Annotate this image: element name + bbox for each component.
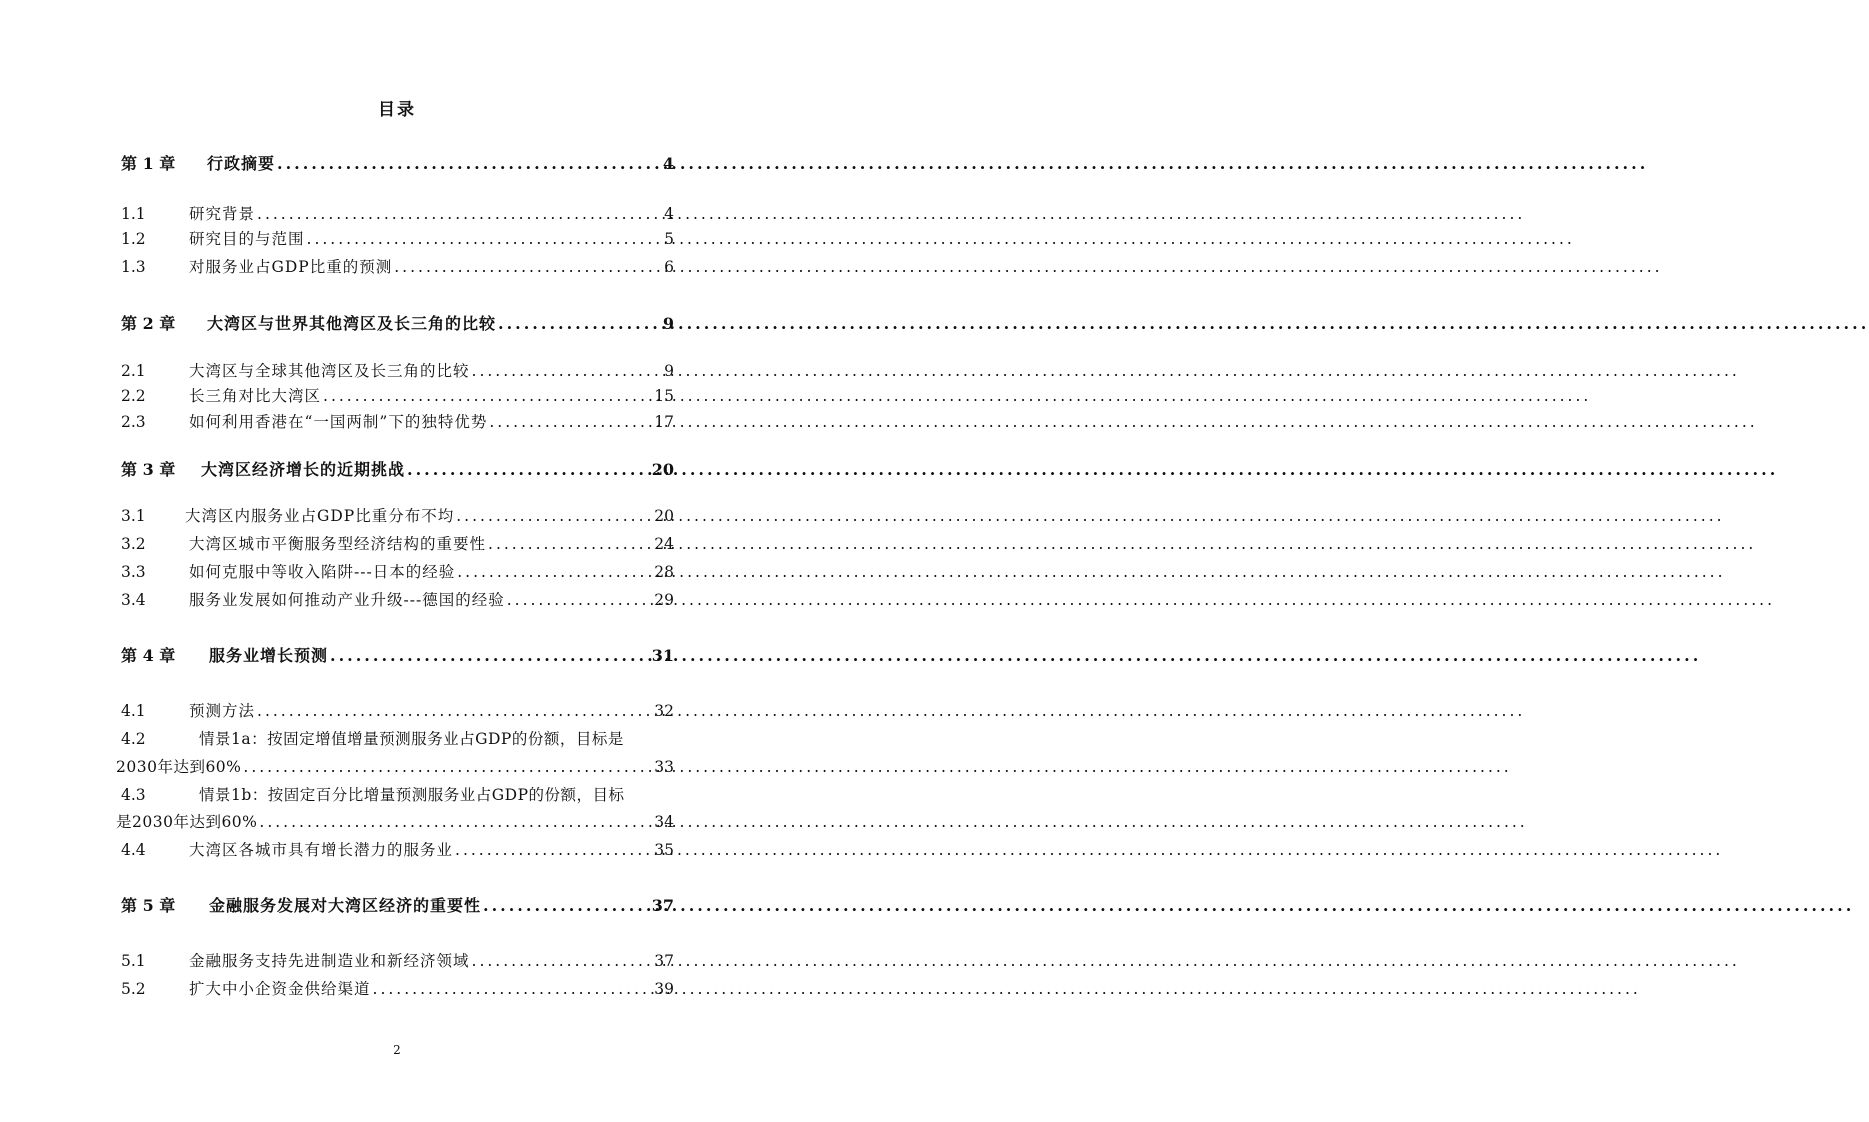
toc-entry-4-1[interactable]: [121, 695, 674, 721]
entry-page: 37: [654, 952, 674, 970]
toc-entry-3-3[interactable]: [121, 556, 674, 582]
toc-entry-chapter-2[interactable]: [121, 308, 674, 334]
entry-number: 2.2: [121, 387, 146, 405]
entry-page: 39: [654, 980, 674, 998]
leader-dots: [241, 757, 652, 777]
toc-entry-2-1[interactable]: [121, 355, 674, 381]
entry-label: 如何克服中等收入陷阱---日本的经验: [189, 563, 456, 581]
entry-label-continued: 是2030年达到60%: [116, 813, 258, 831]
toc-entry-1-1[interactable]: [121, 198, 674, 224]
entry-label: 研究目的与范围: [189, 230, 305, 248]
entry-page: 15: [654, 387, 674, 405]
leader-dots: [505, 590, 653, 610]
entry-page: 6: [664, 258, 674, 276]
toc-entry-4-2-line2[interactable]: [116, 751, 674, 777]
entry-page: 5: [664, 230, 674, 248]
toc-entry-5-2[interactable]: [121, 973, 674, 999]
entry-label: 大湾区经济增长的近期挑战: [201, 460, 406, 479]
entry-label-continued: 2030年达到60%: [116, 758, 242, 776]
toc-entry-1-3[interactable]: [121, 251, 674, 277]
entry-label: 大湾区与世界其他湾区及长三角的比较: [207, 314, 497, 333]
entry-label: 大湾区各城市具有增长潜力的服务业: [189, 841, 454, 859]
entry-label: 如何利用香港在“一国两制”下的独特优势: [189, 413, 488, 431]
leader-dots: [453, 840, 652, 860]
leader-dots: [328, 646, 650, 666]
entry-label: 扩大中小企资金供给渠道: [189, 980, 371, 998]
entry-number: 4.3: [121, 786, 146, 804]
entry-number: 第 3 章: [121, 460, 176, 479]
entry-label: 对服务业占GDP比重的预测: [189, 258, 393, 276]
leader-dots: [405, 460, 650, 480]
toc-entry-chapter-1[interactable]: [121, 148, 674, 174]
entry-label: 大湾区内服务业占GDP比重分布不均: [185, 507, 455, 525]
leader-dots: [321, 386, 652, 406]
leader-dots: [470, 951, 653, 971]
entry-number: 第 1 章: [121, 154, 176, 173]
toc-entry-4-4[interactable]: [121, 834, 674, 860]
entry-label: 大湾区城市平衡服务型经济结构的重要性: [189, 535, 487, 553]
entry-page: 9: [664, 362, 674, 380]
leader-dots: [455, 562, 652, 582]
entry-page: 32: [654, 702, 674, 720]
toc-entry-4-2-line1[interactable]: [121, 723, 674, 749]
entry-number: 3.4: [121, 591, 146, 609]
entry-number: 4.4: [121, 841, 146, 859]
entry-page: 24: [654, 535, 674, 553]
entry-page: 4: [662, 154, 674, 173]
toc-entry-2-3[interactable]: [121, 406, 674, 432]
entry-number: 第 4 章: [121, 646, 176, 665]
entry-label: 研究背景: [189, 205, 256, 223]
entry-number: 3.1: [121, 507, 146, 525]
entry-number: 3.2: [121, 535, 146, 553]
entry-number: 2.3: [121, 413, 146, 431]
entry-number: 1.3: [121, 258, 146, 276]
toc-entry-1-2[interactable]: [121, 223, 674, 249]
entry-page: 29: [654, 591, 674, 609]
entry-label: 金融服务支持先进制造业和新经济领域: [189, 952, 470, 970]
leader-dots: [486, 534, 652, 554]
entry-number: 5.1: [121, 952, 146, 970]
entry-number: 4.2: [121, 730, 146, 748]
toc-entry-4-3-line1[interactable]: [121, 779, 674, 805]
entry-page: 31: [651, 646, 674, 665]
toc-entry-chapter-4[interactable]: [121, 640, 674, 666]
entry-page: 28: [654, 563, 674, 581]
entry-number: 第 5 章: [121, 896, 176, 915]
leader-dots: [496, 314, 661, 334]
entry-page: 37: [651, 896, 674, 915]
leader-dots: [454, 506, 652, 526]
toc-entry-3-4[interactable]: [121, 584, 674, 610]
entry-number: 1.1: [121, 205, 146, 223]
leader-dots: [392, 257, 662, 277]
leader-dots: [371, 979, 653, 999]
toc-title: 目录: [378, 100, 416, 120]
toc-entry-4-3-line2[interactable]: [116, 806, 674, 832]
leader-dots: [275, 154, 661, 174]
toc-entry-3-2[interactable]: [121, 528, 674, 554]
entry-label: 预测方法: [189, 702, 256, 720]
toc-entry-2-2[interactable]: [121, 380, 674, 406]
entry-label: 长三角对比大湾区: [189, 387, 322, 405]
leader-dots: [481, 896, 650, 916]
page-number: 2: [393, 1043, 401, 1057]
entry-label: 大湾区与全球其他湾区及长三角的比较: [189, 362, 470, 380]
entry-label: 情景1b：按固定百分比增量预测服务业占GDP的份额，目标: [199, 786, 625, 804]
entry-page: 33: [654, 758, 674, 776]
leader-dots: [255, 204, 662, 224]
entry-page: 34: [654, 813, 674, 831]
entry-label: 行政摘要: [207, 154, 276, 173]
toc-entry-chapter-3[interactable]: [121, 454, 674, 480]
leader-dots: [305, 229, 663, 249]
entry-label: 金融服务发展对大湾区经济的重要性: [209, 896, 482, 915]
entry-number: 1.2: [121, 230, 146, 248]
entry-number: 2.1: [121, 362, 146, 380]
entry-page: 20: [651, 460, 674, 479]
toc-entry-chapter-5[interactable]: [121, 890, 674, 916]
entry-page: 9: [662, 314, 674, 333]
toc-entry-3-1[interactable]: [121, 500, 674, 526]
entry-label: 服务业增长预测: [209, 646, 329, 665]
entry-number: 第 2 章: [121, 314, 176, 333]
entry-page: 4: [664, 205, 674, 223]
entry-page: 20: [654, 507, 674, 525]
leader-dots: [255, 701, 652, 721]
entry-number: 5.2: [121, 980, 146, 998]
leader-dots: [487, 412, 652, 432]
entry-label: 服务业发展如何推动产业升级---德国的经验: [189, 591, 505, 609]
leader-dots: [470, 361, 663, 381]
entry-page: 17: [654, 413, 674, 431]
entry-number: 3.3: [121, 563, 146, 581]
entry-label: 情景1a：按固定增值增量预测服务业占GDP的份额，目标是: [199, 730, 624, 748]
leader-dots: [257, 812, 652, 832]
entry-page: 35: [654, 841, 674, 859]
entry-number: 4.1: [121, 702, 146, 720]
toc-entry-5-1[interactable]: [121, 945, 674, 971]
